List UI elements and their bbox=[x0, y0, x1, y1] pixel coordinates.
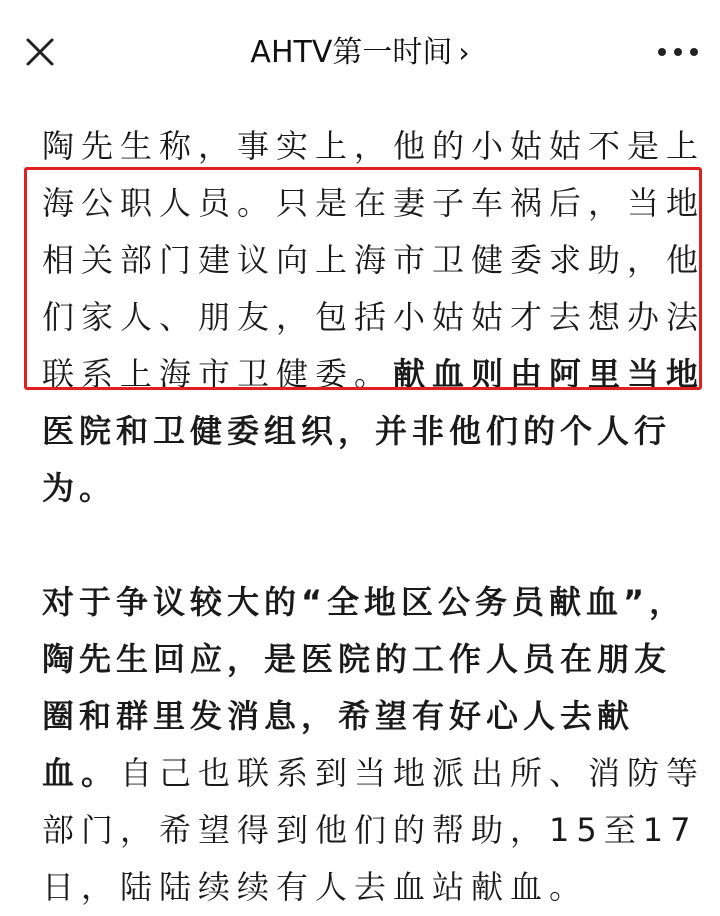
text-bold: 献血则由阿里当地 bbox=[393, 355, 706, 393]
text-line: 日，陆陆续续有人去血站献血。 bbox=[42, 868, 589, 906]
text-line bbox=[42, 745, 706, 802]
text-line-bold: 对于争议较大的“全地区公务员献血”， bbox=[42, 583, 687, 621]
text-line: 陶先生称，事实上，他的小姑姑不是上 bbox=[42, 127, 706, 165]
account-title: AHTV第一时间 bbox=[250, 35, 453, 70]
text-line: 们家人、朋友，包括小姑姑才去想办法 bbox=[42, 298, 706, 336]
paragraph-gap bbox=[42, 517, 682, 574]
paragraph-1 bbox=[42, 118, 706, 517]
text-line-bold: 圈和群里发消息，希望有好心人去献 bbox=[42, 697, 635, 735]
text-line-bold: 为。 bbox=[42, 469, 117, 507]
account-title-link[interactable] bbox=[0, 33, 720, 73]
text-line-bold: 陶先生回应，是医院的工作人员在朋友 bbox=[42, 640, 672, 678]
text-line bbox=[42, 346, 706, 403]
more-icon bbox=[650, 32, 706, 72]
text-line-bold: 医院和卫健委组织，并非他们的个人行 bbox=[42, 412, 672, 450]
text-line: 相关部门建议向上海市卫健委求助，他 bbox=[42, 241, 706, 279]
text-line: 部门，希望得到他们的帮助，15至17 bbox=[42, 811, 698, 849]
text-normal: 自己也联系到当地派出所、消防等 bbox=[120, 754, 706, 792]
text-normal: 联系上海市卫健委。 bbox=[42, 355, 394, 393]
chevron-right-icon: › bbox=[458, 36, 470, 69]
text-line: 海公职人员。只是在妻子车祸后，当地 bbox=[42, 184, 706, 222]
more-button[interactable] bbox=[650, 32, 706, 72]
nav-bar bbox=[0, 0, 720, 105]
text-bold: 血。 bbox=[42, 754, 121, 792]
article-body bbox=[42, 118, 706, 916]
paragraph-2 bbox=[42, 574, 706, 916]
